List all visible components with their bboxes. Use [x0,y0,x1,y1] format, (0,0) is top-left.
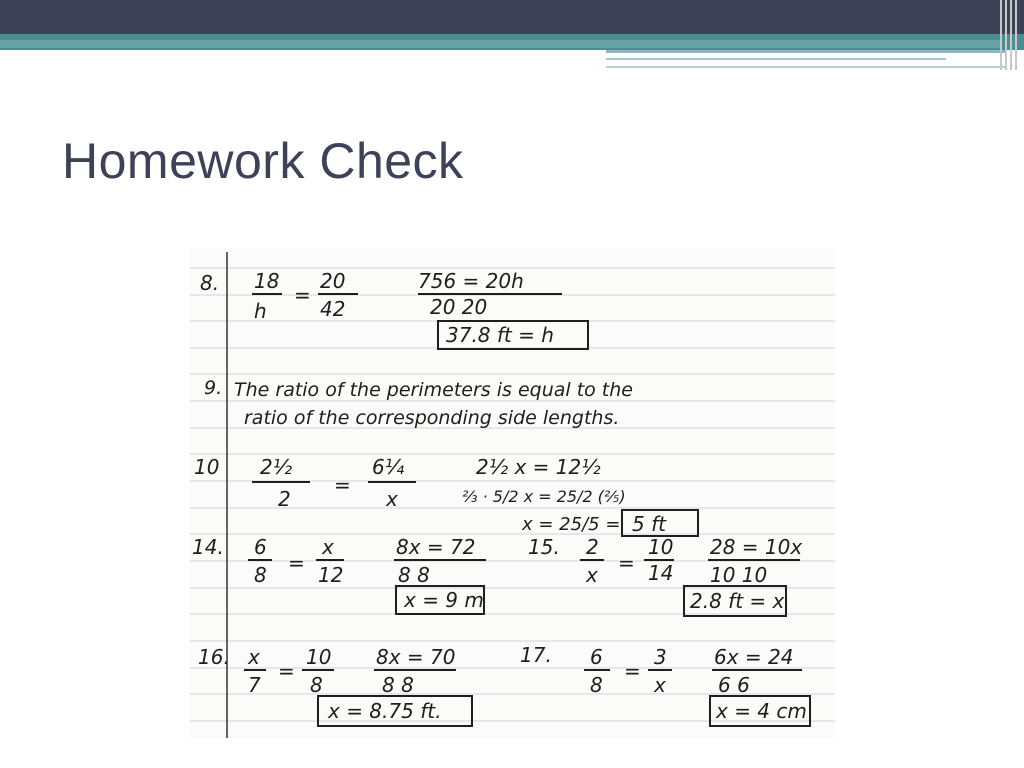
fraction-denominator: 8 [590,673,603,697]
work-line: 8 8 [398,563,430,587]
notebook-page [190,248,835,738]
fraction-denominator: 14 [648,561,674,585]
svg-text:=: = [624,659,641,683]
work-line: 10 10 [710,563,768,587]
fraction-numerator: 3 [654,645,667,669]
accent-line [606,58,946,60]
work-line: 28 = 10x [710,535,803,559]
answer-line: ratio of the corresponding side lengths. [244,407,620,429]
problem-17 [520,643,810,726]
svg-text:=: = [278,659,295,683]
problem-number: 10 [194,455,220,479]
fraction-denominator: 7 [248,673,261,697]
fraction-denominator: h [254,299,267,323]
work-line: 8x = 72 [396,535,476,559]
problem-number: 9. [204,377,223,399]
problem-15 [528,535,802,616]
fraction-denominator: 8 [254,563,267,587]
fraction-denominator: 8 [310,673,323,697]
answer: 5 ft [632,512,666,536]
answer: x = 4 cm [716,699,807,723]
work-line: 8 8 [382,673,414,697]
accent-line [606,50,1006,53]
answer: 37.8 ft = h [446,323,554,347]
problem-number: 17. [520,643,552,667]
corner-stripes [998,0,1024,70]
svg-text:=: = [288,551,305,575]
problem-number: 15. [528,535,560,559]
fraction-numerator: 18 [254,269,280,293]
problem-10 [194,455,698,536]
stripe [1000,0,1002,70]
work-line: 8x = 70 [376,645,456,669]
problem-number: 8. [200,271,220,295]
problem-16 [198,645,472,726]
fraction-numerator: x [248,645,260,669]
problem-number: 14. [192,535,224,559]
work-line: x = 25/5 = [522,514,621,535]
svg-text:=: = [618,551,635,575]
fraction-numerator: 20 [320,269,346,293]
teal-accent-highlight [0,40,1000,48]
work-line: 2½ x = 12½ [476,455,601,479]
fraction-numerator: x [322,535,334,559]
answer-line: The ratio of the perimeters is equal to the [234,379,633,401]
fraction-denominator: 2 [278,487,291,511]
work-line: 20 20 [430,295,488,319]
fraction-denominator: 12 [318,563,344,587]
problem-8 [200,269,588,349]
svg-text:=: = [294,283,311,307]
fraction-numerator: 10 [306,645,332,669]
work-line: 756 = 20h [418,269,524,293]
fraction-denominator: x [654,673,666,697]
stripe [1005,0,1007,70]
work-line: 6 6 [718,673,750,697]
work-line: ⅔ · 5/2 x = 25/2 (⅖) [462,487,626,506]
top-dark-bar [0,0,1024,34]
fraction-numerator: 6¼ [372,455,405,479]
fraction-numerator: 6 [254,535,267,559]
answer: x = 8.75 ft. [328,699,442,723]
svg-text:=: = [334,473,351,497]
accent-line [606,66,1006,68]
fraction-denominator: x [386,487,398,511]
fraction-denominator: 42 [320,297,346,321]
slide-title: Homework Check [62,133,464,189]
fraction-numerator: 2 [586,535,599,559]
answer: x = 9 m [404,588,484,612]
fraction-numerator: 10 [648,535,674,559]
fraction-numerator: 2½ [260,455,293,479]
fraction-numerator: 6 [590,645,603,669]
answer: 2.8 ft = x [690,589,785,613]
work-line: 6x = 24 [714,645,794,669]
stripe [1010,0,1012,70]
fraction-denominator: x [586,563,598,587]
problem-9 [204,377,633,429]
problem-number: 16. [198,645,230,669]
stripe [1015,0,1017,70]
problem-14 [192,535,486,614]
homework-scan [190,248,835,738]
